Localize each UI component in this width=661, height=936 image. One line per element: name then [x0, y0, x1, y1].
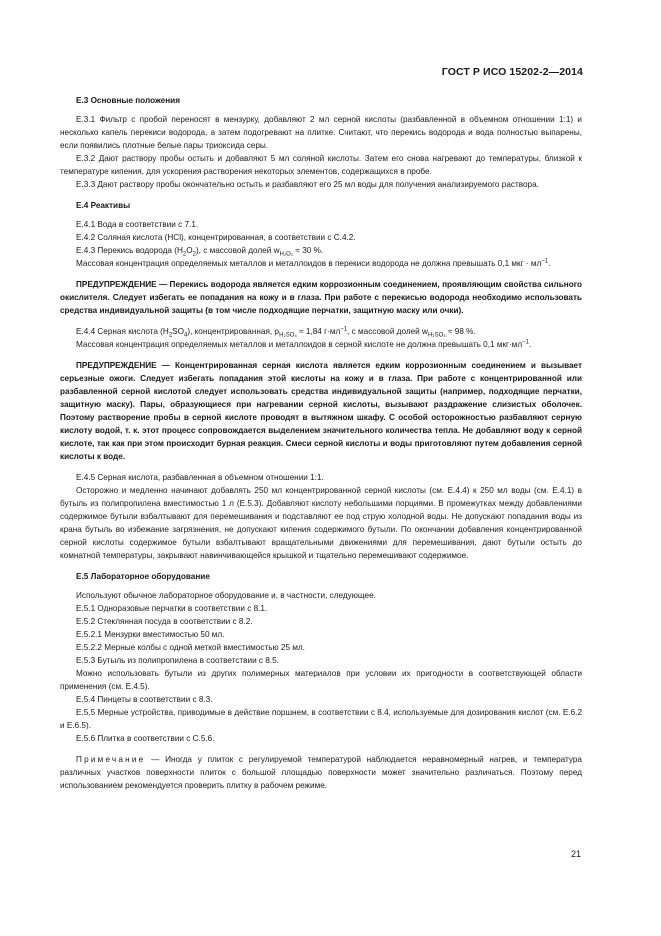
item-e5-3: Е.5.3 Бутыль из полипропилена в соответствии с 8.5.: [76, 656, 279, 665]
document-body: [60, 94, 582, 792]
note-text: — Иногда у плиток с регулируемой температурой наблюдается неравномерный нагрев, и температура различных участков поверхности плиток с большой площадью поверхности может значительно различаться. Поэтому перед использованием рекомендуется проверить плитку в рабочем режиме.: [60, 755, 582, 790]
item-e4-1: Е.4.1 Вода в соответствии с 7.1.: [76, 220, 199, 229]
section-e3-heading: Е.3 Основные положения: [76, 96, 180, 105]
paragraph-e3-3: Е.3.3 Дают раствору пробы окончательно остыть и разбавляют его 25 мл воды для получения анализируемого раствора.: [76, 180, 539, 189]
item-e5-2-2: Е.5.2.2 Мерные колбы с одной меткой вместимостью 25 мл.: [76, 643, 305, 652]
section-e5-heading: Е.5 Лабораторное оборудование: [76, 572, 210, 581]
paragraph-e4-dilution: Осторожно и медленно начинают добавлять 250 мл концентрированной серной кислоты (см. Е.4.4) к 250 мл воды (см. Е.4.1) в бутыль из полипропилена вместимостью 1 л (Е.5.3). Добавляют кислоту небольшими порциями. В промежутках между добавлениями содержимое бутыли взбалтывают для перемешивания и подставляют ее под струю холодной воды. Не допускают попадания воды из крана бутыль во избежание загрязнения, не допускают кипения содержимого бутыли. По окончании добавления концентрированной серной кислоты содержимое бутыли взбалтывают вращательными движениями для перемешивания, дают бутыли остыть до комнатной температуры, закрывают навинчивающейся крышкой и тщательно перемешивают содержимое.: [60, 486, 582, 560]
paragraph-e3-1: Е.3.1 Фильтр с пробой переносят в мензурку, добавляют 2 мл серной кислоты (разбавленной в объемном отношении 1:1) и несколько капель перекиси водорода, а затем подогревают на плитке. Считают, что перекись водорода и вода полностью выпарены, если появились плотные белые пары триоксида серы.: [60, 115, 582, 150]
warning-sulfuric-acid: ПРЕДУПРЕЖДЕНИЕ — Концентрированная серная кислота является едким коррозионным соединением и вызывает серьезные ожоги. Следует избегать попадания этой кислоты на кожу и в глаза. При работе с концентрированной или разбавленной серной кислотой следует использовать средства индивидуальной защиты (например, подходящие перчатки, защитную маску). Пары, образующиеся при нагревании серной кислоты, вызывают раздражение слизистых оболочек. Поэтому растворение пробы в серной кислоте проводят в вытяжном шкафу. С особой осторожностью разбавляют серную кислоту водой, т. к. этот процесс сопровождается выделением значительного количества тепла. Не добавляют воду к серной кислоте, так как при этом происходит бурная реакция. Смеси серной кислоты и воды приготовляют путем добавления серной кислоты к воде.: [60, 361, 582, 461]
note-hotplate: [60, 753, 582, 792]
item-e4-4: Е.4.4 Серная кислота $(H_2SO_4)$, концентрированная, $\rho_{H_2SO_4} \approx 1,84$ $г\cdot мл^{-1}$, с массовой долей $w_{H_2SO_4} \approx 98$ %.: [76, 326, 476, 339]
item-e5-5: Е.5.5 Мерные устройства, приводимые в действие поршнем, в соответствии с 8.4, используемые для дозирования кислот (см. Е.6.2 и Е.6.5).: [60, 708, 582, 730]
section-e4-heading: Е.4 Реактивы: [76, 201, 131, 210]
document-header: ГОСТ Р ИСО 15202-2—2014: [441, 66, 583, 78]
paragraph-e3-2: Е.3.2 Дают раствору пробы остыть и добавляют 5 мл соляной кислоты. Затем его снова нагревают до температуры, близкой к температуре кипения, для ускорения растворения некоторых элементов, содержащихся в пробе.: [60, 154, 582, 176]
item-e5-1: Е.5.1 Одноразовые перчатки в соответствии с 8.1.: [76, 604, 268, 613]
item-e4-2: Е.4.2 Соляная кислота (HCl), концентрированная, в соответствии с С.4.2.: [76, 233, 356, 242]
paragraph-e4-mass-h2so4: Массовая концентрация определяемых металлов и металлоидов в серной кислоте не должна превышать 0,1 $мкг\cdot мл^{-1}$.: [76, 339, 532, 349]
page-number: 21: [570, 849, 581, 859]
item-e5-6: Е.5.6 Плитка в соответствии с С.5.6.: [76, 734, 215, 743]
warning-hydrogen-peroxide: ПРЕДУПРЕЖДЕНИЕ — Перекись водорода является едким коррозионным соединением, проявляющим свойства сильного окислителя. Следует избегать ее попадания на кожу и в глаза. При работе с перекисью водорода необходимо использовать средства индивидуальной защиты (в том числе подходящие перчатки, защитную маску или очки).: [60, 280, 582, 315]
paragraph-e5-intro: Используют обычное лабораторное оборудование и, в частности, следующее.: [76, 591, 376, 600]
paragraph-e5-bottle: Можно использовать бутыли из других полимерных материалов при условии их пригодности в соответствующей области применения (см. Е.4.5).: [60, 669, 582, 691]
item-e5-4: Е.5.4 Пинцеты в соответствии с 8.3.: [76, 695, 213, 704]
item-e5-2: Е.5.2 Стеклянная посуда в соответствии с 8.2.: [76, 617, 253, 626]
item-e4-5: Е.4.5 Серная кислота, разбавленная в объемном отношении 1:1.: [76, 473, 324, 482]
paragraph-e4-mass-h2o2: Массовая концентрация определяемых металлов и металлоидов в перекиси водорода не должна превышать 0,1 мкг · $мл^{-1}$.: [76, 258, 551, 268]
note-label: Примечание: [76, 755, 146, 764]
item-e4-3: Е.4.3 Перекись водорода $(H_2O_2)$, с массовой долей $w_{H_2O_2} \approx 30$ %.: [76, 246, 324, 258]
item-e5-2-1: Е.5.2.1 Мензурки вместимостью 50 мл.: [76, 630, 225, 639]
